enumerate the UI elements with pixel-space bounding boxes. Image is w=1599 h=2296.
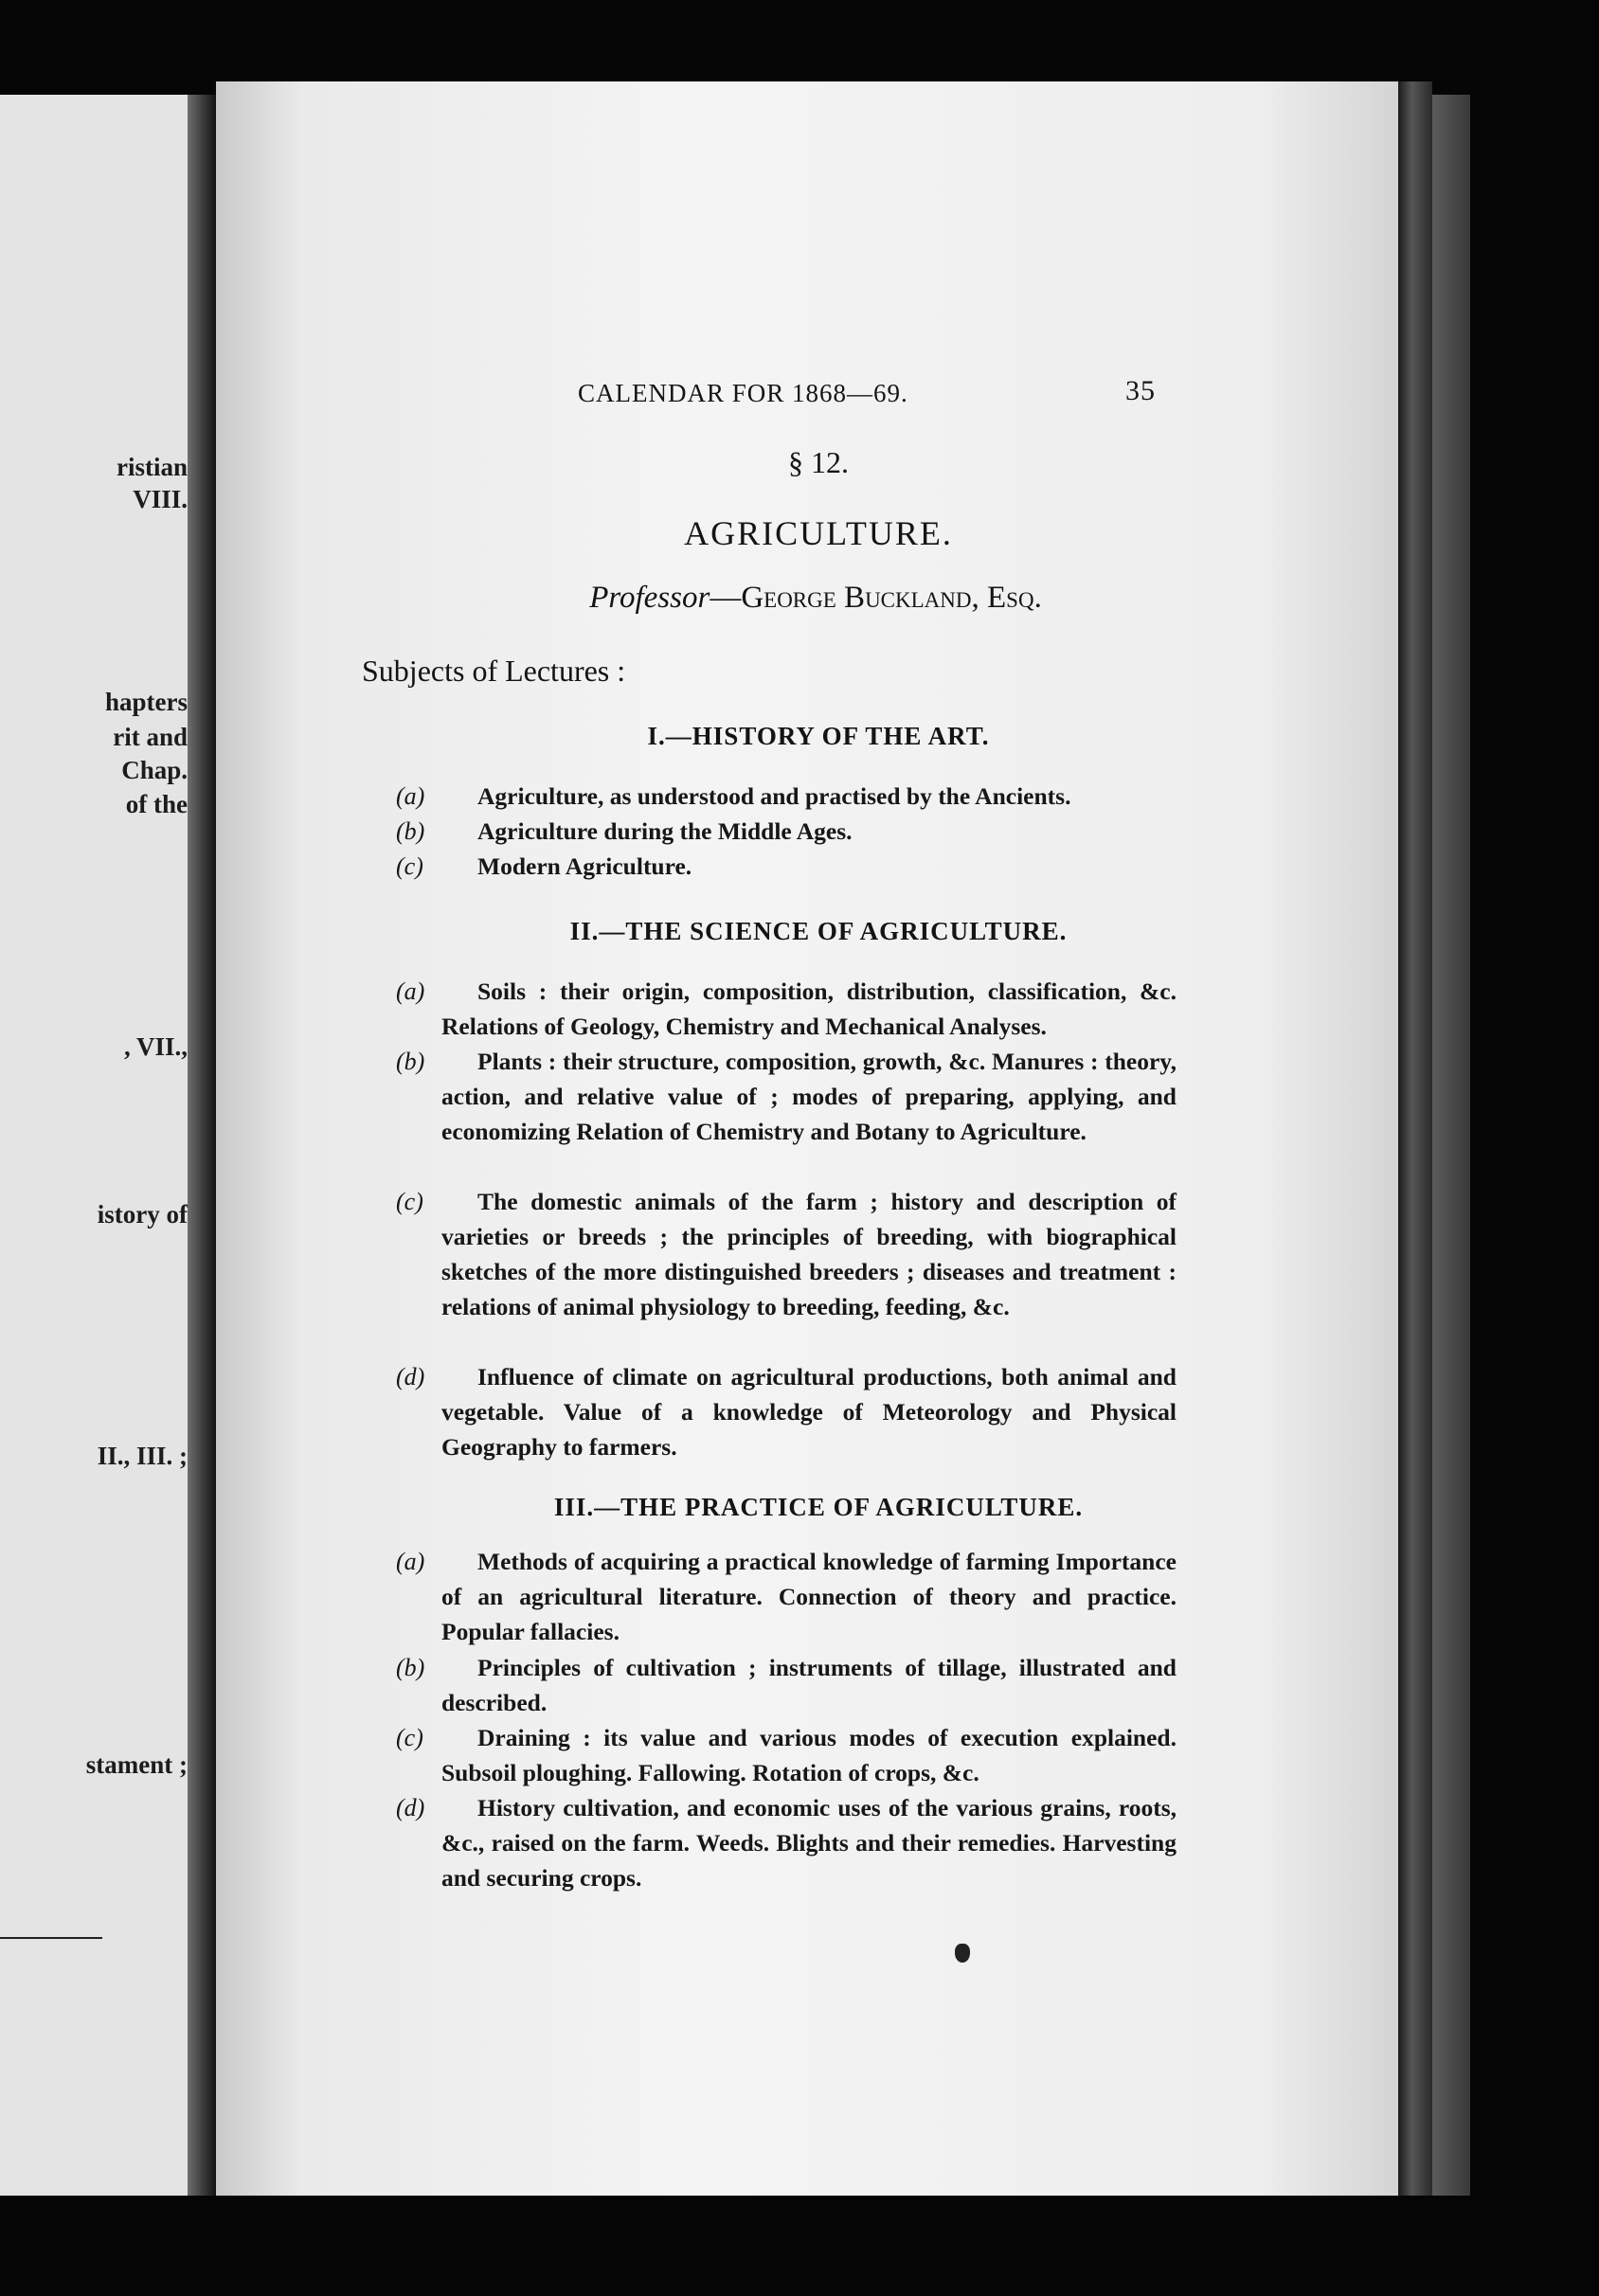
- facing-page: [0, 95, 188, 2196]
- facing-page-line: stament ;: [85, 1750, 188, 1779]
- facing-page-line: ristian: [116, 453, 188, 481]
- facing-page-rule: [0, 1937, 102, 1939]
- list-item: [396, 1650, 1177, 1720]
- item-text: Plants : their structure, composition, growth, &c. Manures : theory, action, and relative value of ; modes of preparing, applying, and economizing Relation of Chemistry and Botany to Agriculture.: [441, 1048, 1177, 1145]
- facing-page-line: Chap.: [121, 756, 188, 784]
- facing-page-line: rit and: [113, 723, 188, 751]
- list-item: [396, 814, 1177, 849]
- item-marker: (c): [396, 1724, 423, 1751]
- ink-blot: [955, 1944, 970, 1963]
- item-text: History cultivation, and economic uses of the various grains, roots, &c., raised on the farm. Weeds. Blights and their remedies. Harvesting and securing crops.: [441, 1794, 1177, 1892]
- list-item: [396, 1359, 1177, 1464]
- item-text: Soils : their origin, composition, distribution, classification, &c. Relations of Geology, Chemistry and Mechanical Analyses.: [441, 978, 1177, 1040]
- item-marker: (b): [396, 817, 425, 845]
- item-marker: (b): [396, 1048, 425, 1075]
- list-item: [396, 849, 1177, 884]
- item-marker: (a): [396, 978, 425, 1005]
- facing-page-line: of the: [125, 790, 188, 818]
- item-text: Agriculture, as understood and practised by the Ancients.: [477, 782, 1071, 810]
- facing-page-line: istory of: [97, 1200, 188, 1229]
- section-number: § 12.: [788, 445, 849, 479]
- facing-page-line: II., III. ;: [97, 1442, 188, 1470]
- list-item: [396, 1544, 1177, 1649]
- facing-page-line: hapters: [105, 688, 188, 716]
- item-marker: (b): [396, 1654, 425, 1681]
- list-item: [396, 779, 1177, 814]
- list-item: [396, 1184, 1177, 1324]
- item-marker: (d): [396, 1363, 425, 1390]
- part-heading: I.—HISTORY OF THE ART.: [647, 722, 990, 750]
- book-cover-edge: [1432, 95, 1470, 2196]
- page-number: 35: [1125, 375, 1156, 406]
- running-title: CALENDAR FOR 1868—69.: [578, 379, 908, 407]
- part-heading: II.—THE SCIENCE OF AGRICULTURE.: [569, 917, 1068, 945]
- list-item: [396, 1720, 1177, 1790]
- item-marker: (c): [396, 852, 423, 880]
- list-item: [396, 974, 1177, 1044]
- item-marker: (d): [396, 1794, 425, 1821]
- part-heading: III.—THE PRACTICE OF AGRICULTURE.: [553, 1493, 1084, 1521]
- facing-page-line: VIII.: [133, 485, 188, 513]
- list-item: [396, 1044, 1177, 1149]
- professor-role: Professor: [589, 581, 710, 615]
- professor-name: George Buckland, Esq.: [741, 581, 1042, 615]
- item-text: Modern Agriculture.: [477, 852, 692, 880]
- item-marker: (c): [396, 1188, 423, 1215]
- item-marker: (a): [396, 1548, 425, 1575]
- page-title: AGRICULTURE.: [684, 514, 953, 552]
- page-edge: [1398, 81, 1432, 2196]
- list-item: [396, 1790, 1177, 1895]
- item-text: Principles of cultivation ; instruments of tillage, illustrated and described.: [441, 1654, 1177, 1716]
- item-text: Draining : its value and various modes of execution explained. Subsoil ploughing. Fallowing. Rotation of crops, &c.: [441, 1724, 1177, 1786]
- professor-line: [0, 581, 1599, 616]
- subjects-label: Subjects of Lectures :: [362, 654, 626, 688]
- item-text: Agriculture during the Middle Ages.: [477, 817, 853, 845]
- book-gutter: [188, 95, 216, 2196]
- item-text: The domestic animals of the farm ; history and description of varieties or breeds ; the principles of breeding, with biographical sketches of the more distinguished breeders ; diseases and treatment : relations of animal physiology to breeding, feeding, &c.: [441, 1188, 1177, 1320]
- item-marker: (a): [396, 782, 425, 810]
- facing-page-line: , VII.,: [123, 1032, 188, 1061]
- item-text: Methods of acquiring a practical knowledge of farming Importance of an agricultural literature. Connection of theory and practice. Popular fallacies.: [441, 1548, 1177, 1645]
- item-text: Influence of climate on agricultural productions, both animal and vegetable. Value of a knowledge of Meteorology and Physical Geography to farmers.: [441, 1363, 1177, 1461]
- professor-separator: —: [710, 581, 742, 615]
